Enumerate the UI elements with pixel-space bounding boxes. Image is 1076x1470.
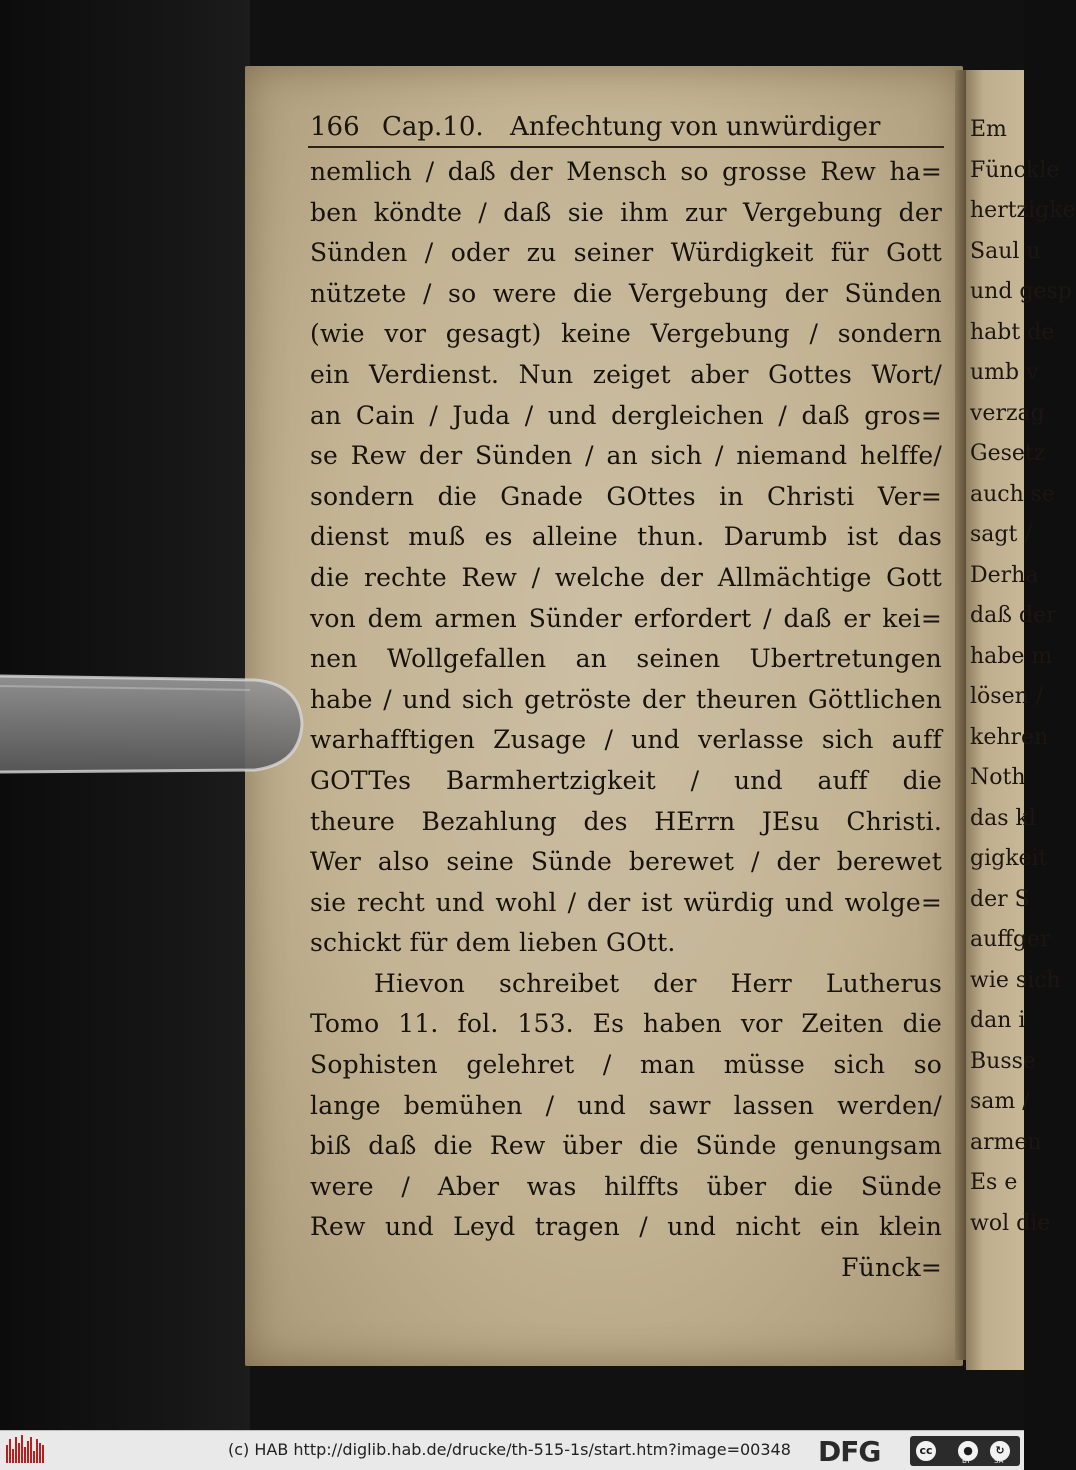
hab-logo-bar bbox=[42, 1445, 44, 1463]
facing-text-line: und gesp bbox=[970, 279, 1072, 304]
page-body-text bbox=[310, 152, 942, 1289]
facing-text-line: habe m bbox=[970, 643, 1053, 669]
text-line: se Rew der Sünden / an sich / niemand helffe/ bbox=[310, 441, 942, 471]
facing-text-line: sagt / bbox=[970, 522, 1032, 547]
text-line: Hievon schreibet der Herr Lutherus bbox=[374, 968, 942, 998]
facing-text-line: Es e bbox=[970, 1170, 1018, 1195]
facing-text-line: das kl bbox=[970, 805, 1036, 831]
facing-text-line: auch se bbox=[970, 481, 1056, 507]
hab-logo-bar bbox=[12, 1449, 14, 1463]
text-line: Sophisten gelehret / man müsse sich so bbox=[310, 1050, 942, 1080]
facing-text-line: habt de bbox=[970, 319, 1055, 345]
hab-logo-bar bbox=[21, 1435, 23, 1463]
facing-text-line: Busse bbox=[970, 1048, 1036, 1074]
text-line: (wie vor gesagt) keine Vergebung / sondern bbox=[310, 319, 942, 349]
text-line: ein Verdienst. Nun zeiget aber Gottes Wort/ bbox=[310, 359, 942, 389]
by-label: BY bbox=[962, 1457, 971, 1465]
text-line: Rew und Leyd tragen / und nicht ein klein bbox=[310, 1212, 942, 1242]
text-line: Sünden / oder zu seiner Würdigkeit für Gott bbox=[310, 238, 942, 268]
text-line: theure Bezahlung des HErrn JEsu Christi. bbox=[310, 806, 942, 836]
cc-icon: cc bbox=[914, 1439, 938, 1463]
hab-logo-icon[interactable] bbox=[6, 1435, 48, 1465]
text-line: nützete / so were die Vergebung der Sünden bbox=[310, 278, 942, 308]
text-line: lange bemühen / und sawr lassen werden/ bbox=[310, 1090, 942, 1120]
hab-logo-bar bbox=[15, 1437, 17, 1463]
text-line: dienst muß es alleine thun. Darumb ist das bbox=[310, 522, 942, 552]
facing-text-line: wol die bbox=[970, 1210, 1051, 1236]
facing-text-line: Noth bbox=[970, 765, 1026, 790]
facing-text-line: wie sich bbox=[970, 967, 1061, 993]
text-line: warhafftigen Zusage / und verlasse sich auff bbox=[310, 725, 942, 755]
facing-text-line: Gesetz bbox=[970, 441, 1046, 466]
sa-icon: ↻ bbox=[988, 1439, 1012, 1463]
hab-logo-bar bbox=[36, 1439, 38, 1463]
text-line: schickt für dem lieben GOtt. bbox=[310, 928, 676, 958]
text-line: sondern die Gnade GOttes in Christi Ver= bbox=[310, 481, 942, 511]
facing-text-line: hertzigke bbox=[970, 198, 1076, 223]
running-header bbox=[310, 108, 950, 148]
text-line: an Cain / Juda / und dergleichen / daß gros= bbox=[310, 400, 942, 430]
page-number: 166 bbox=[310, 112, 360, 142]
text-line: biß daß die Rew über die Sünde genungsam bbox=[310, 1131, 942, 1161]
text-line: were / Aber was hilffts über die Sünde bbox=[310, 1171, 942, 1201]
text-line: habe / und sich getröste der theuren Göttlichen bbox=[310, 684, 942, 714]
facing-text-line: auffger bbox=[970, 927, 1051, 952]
hab-logo-bar bbox=[27, 1441, 29, 1463]
hab-logo-bar bbox=[39, 1443, 41, 1463]
text-line: nen Wollgefallen an seinen Ubertretungen bbox=[310, 644, 942, 674]
facing-text-line: Derha bbox=[970, 562, 1039, 588]
glass-page-weight bbox=[0, 672, 310, 776]
text-line: ben köndte / daß sie ihm zur Vergebung der bbox=[310, 197, 942, 227]
hab-logo-bar bbox=[6, 1445, 8, 1463]
text-line: GOTTes Barmhertzigkeit / und auff die bbox=[310, 765, 942, 795]
running-title: Anfechtung von unwürdiger bbox=[510, 112, 881, 142]
hab-logo-bar bbox=[24, 1447, 26, 1463]
facing-text-line: verzag bbox=[970, 400, 1045, 426]
facing-text-line: Em bbox=[970, 117, 1007, 142]
chapter-label: Cap.10. bbox=[382, 112, 484, 142]
facing-page-fragment bbox=[966, 70, 1076, 1370]
sa-label: SA bbox=[994, 1457, 1004, 1465]
facing-text-line: dan i bbox=[970, 1008, 1026, 1033]
footer-bar bbox=[0, 1430, 1024, 1470]
copyright-link[interactable]: (c) HAB http://diglib.hab.de/drucke/th-515-1s/start.htm?image=00348 bbox=[228, 1440, 791, 1459]
facing-text-line: kehren bbox=[970, 724, 1049, 750]
facing-text-line: lösen / bbox=[970, 684, 1044, 709]
text-line: nemlich / daß der Mensch so grosse Rew ha= bbox=[310, 157, 942, 186]
hab-logo-bar bbox=[33, 1451, 35, 1463]
hab-logo-bar bbox=[9, 1439, 11, 1463]
hab-logo-bar bbox=[30, 1437, 32, 1463]
text-line: die rechte Rew / welche der Allmächtige Gott bbox=[310, 562, 942, 592]
text-line: Tomo 11. fol. 153. Es haben vor Zeiten die bbox=[310, 1009, 942, 1039]
facing-text-line: daß der bbox=[970, 603, 1057, 628]
dfg-logo[interactable]: DFG bbox=[818, 1435, 881, 1468]
facing-text-line: armen bbox=[970, 1129, 1042, 1155]
facing-page-text bbox=[970, 110, 1076, 1244]
facing-text-line: Fünckle bbox=[970, 157, 1060, 183]
text-line: von dem armen Sünder erfordert / daß er kei= bbox=[310, 603, 942, 633]
by-icon: ● bbox=[956, 1439, 980, 1463]
facing-text-line: gigkeit bbox=[970, 846, 1048, 871]
facing-text-line: umb v bbox=[970, 360, 1039, 385]
header-rule bbox=[308, 146, 944, 148]
cc-license-badge[interactable] bbox=[910, 1436, 1020, 1466]
facing-text-line: der S bbox=[970, 886, 1030, 912]
hab-logo-bar bbox=[18, 1443, 20, 1463]
facing-text-line: sam / bbox=[970, 1089, 1030, 1114]
text-line: Wer also seine Sünde berewet / der berewet bbox=[310, 847, 942, 877]
text-line: Fünck= bbox=[841, 1253, 942, 1283]
text-line: sie recht und wohl / der ist würdig und wolge= bbox=[310, 887, 942, 917]
facing-text-line: Saul u bbox=[970, 238, 1041, 264]
